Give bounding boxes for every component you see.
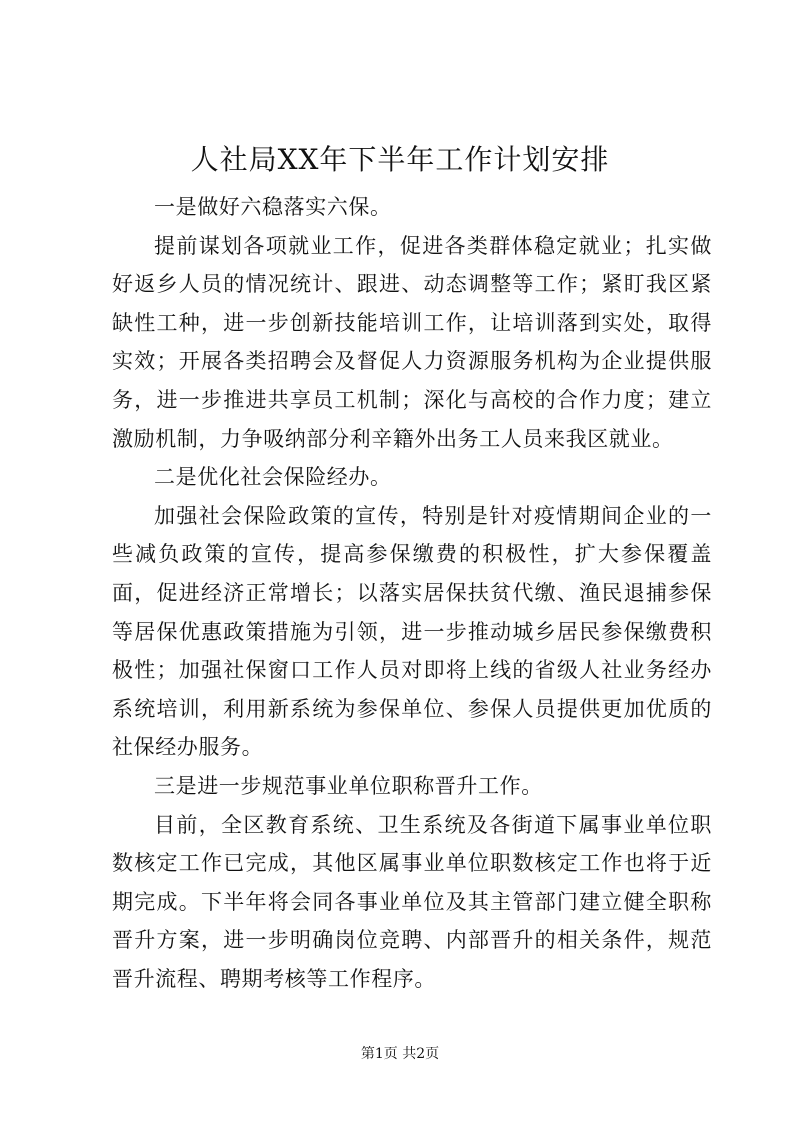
document-title: 人社局XX年下半年工作计划安排 — [190, 143, 610, 176]
body-paragraph-3: 目前，全区教育系统、卫生系统及各街道下属事业单位职数核定工作已完成，其他区属事业单位职数核定工作也将于近期完成。下半年将会同各事业单位及其主管部门建立健全职称晋升方案，进一步明确岗位竞聘、内部晋升的相关条件，规范晋升流程、聘期考核等工作程序。 — [112, 812, 712, 991]
section-heading-1: 一是做好六稳落实六保。 — [154, 195, 392, 219]
body-paragraph-2: 加强社会保险政策的宣传，特别是针对疫情期间企业的一些减负政策的宣传，提高参保缴费的积极性，扩大参保覆盖面，促进经济正常增长；以落实居保扶贫代缴、渔民退捕参保等居保优惠政策措施为引领，进一步推动城乡居民参保缴费积极性；加强社保窗口工作人员对即将上线的省级人社业务经办系统培训，利用新系统为参保单位、参保人员提供更加优质的社保经办服务。 — [112, 503, 712, 760]
body-paragraph-1: 提前谋划各项就业工作，促进各类群体稳定就业；扎实做好返乡人员的情况统计、跟进、动态调整等工作；紧盯我区紧缺性工种，进一步创新技能培训工作，让培训落到实处，取得实效；开展各类招聘会及督促人力资源服务机构为企业提供服务，进一步推进共享员工机制；深化与高校的合作力度；建立激励机制，力争吸纳部分利辛籍外出务工人员来我区就业。 — [112, 233, 712, 451]
document-body — [112, 188, 712, 998]
page-number-footer: 第1页 共2页 — [360, 1046, 440, 1062]
section-heading-3: 三是进一步规范事业单位职称晋升工作。 — [154, 773, 543, 798]
section-heading-2: 二是优化社会保险经办。 — [154, 465, 392, 490]
